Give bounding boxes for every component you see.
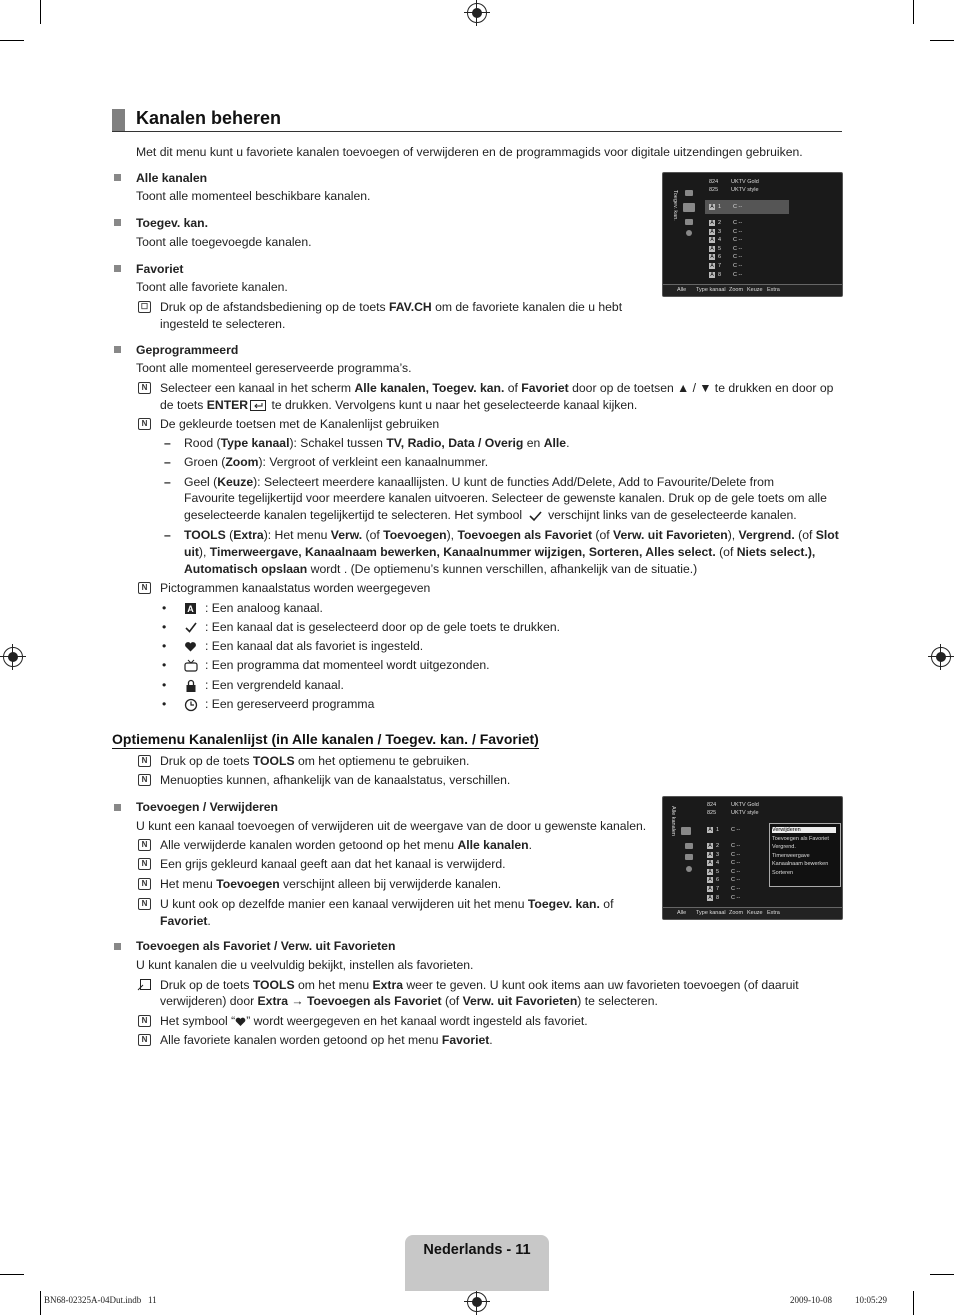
- clock-icon: [184, 698, 198, 712]
- registration-mark-icon: [467, 3, 487, 23]
- channel-name: C --: [731, 851, 741, 858]
- channel-row: UKTV style: [731, 810, 759, 816]
- note-icon: N: [138, 1034, 151, 1046]
- channel-name: C --: [733, 228, 743, 235]
- note-icon: N: [138, 898, 151, 910]
- selected-channel: A 1: [710, 204, 722, 210]
- popup-menu-item[interactable]: Kanaalnaam bewerken: [772, 861, 829, 868]
- note-icon: N: [138, 755, 151, 767]
- clock-icon: [686, 230, 692, 236]
- title-bar-marker: [112, 109, 125, 131]
- tv-screen-toegev: [662, 172, 843, 297]
- note-text: Het symbool “ ” wordt weergegeven en het kanaal wordt ingesteld als favoriet.: [160, 1014, 588, 1028]
- note-text: Menuopties kunnen, afhankelijk van de kanaalstatus, verschillen.: [160, 773, 511, 787]
- selected-channel: C --: [733, 204, 743, 210]
- section-description: Toont alle toegevoegde kanalen.: [136, 235, 312, 249]
- channel-name: C --: [731, 868, 741, 875]
- tools-note-icon: [137, 979, 151, 991]
- bullet-square: [114, 943, 121, 950]
- channel-name: C --: [731, 860, 741, 867]
- channel-row: A 8: [710, 271, 722, 278]
- print-date-label: 2009-10-08 ￿￿ 10:05:29: [790, 1295, 887, 1305]
- check-icon: [525, 510, 545, 522]
- note-text: De gekleurde toetsen met de Kanalenlijst gebruiken: [160, 417, 440, 431]
- dash-item-tools: uit), Timerweergave, Kanaalnaam bewerken, Kanaalnummer wijzigen, Sorteren, Alles select. (of Niets select.),: [184, 545, 816, 559]
- heart-icon: [235, 1017, 246, 1027]
- pictogram-description: : Een analoog kanaal.: [205, 601, 323, 615]
- bullet: •: [162, 658, 167, 672]
- screen-footer: Alle Type kanaal Zoom Keuze Extra: [663, 907, 842, 919]
- section-description: Toont alle momenteel gereserveerde programma’s.: [136, 361, 412, 375]
- bullet: •: [162, 639, 167, 653]
- analog-channel-icon: [184, 602, 198, 616]
- bullet: •: [162, 678, 167, 692]
- mode-icon: [683, 203, 695, 212]
- bullet-square: [114, 346, 121, 353]
- satellite-icon: [685, 843, 693, 849]
- channel-row: A 2: [710, 220, 722, 226]
- screen-side-label: Alle kanalen: [670, 806, 676, 836]
- channel-row: UKTV Gold: [731, 179, 759, 185]
- channel-row: A 3: [708, 851, 720, 858]
- channel-row: 825: [707, 810, 717, 816]
- note-icon: N: [138, 858, 151, 870]
- popup-menu-item[interactable]: Toevoegen als Favoriet: [772, 835, 829, 842]
- dash-item-geel: geselecteerde kanalen tegelijkertijd te selecteren. Het symbool verschijnt links van de geselecteerde kanalen.: [184, 508, 797, 522]
- section-description: U kunt een kanaal toevoegen of verwijderen uit de weergave van de door u gewenste kanalen.: [136, 819, 647, 833]
- bullet-square: [114, 804, 121, 811]
- dash: –: [164, 455, 171, 469]
- tv-screen-alle: [662, 796, 843, 920]
- section-description: Toont alle momenteel beschikbare kanalen.: [136, 189, 371, 203]
- note-icon: N: [138, 839, 151, 851]
- tv-broadcast-icon: [184, 659, 198, 673]
- note-icon: N: [138, 582, 151, 594]
- popup-menu-item[interactable]: Verwijderen: [772, 827, 836, 833]
- dash: –: [164, 475, 171, 489]
- pictogram-description: : Een kanaal dat als favoriet is ingesteld.: [205, 639, 424, 653]
- satellite-icon: [685, 190, 693, 196]
- note-text: Alle favoriete kanalen worden getoond op het menu Favoriet.: [160, 1033, 493, 1047]
- dash-item-groen: Groen (Zoom): Vergroot of verkleint een kanaalnummer.: [184, 455, 489, 469]
- section-description: U kunt kanalen die u veelvuldig bekijkt, instellen als favorieten.: [136, 958, 474, 972]
- tools-popup-menu: [769, 823, 841, 887]
- note-text: Het menu Toevoegen verschijnt alleen bij verwijderde kanalen.: [160, 877, 502, 891]
- note-text: Een grijs gekleurd kanaal geeft aan dat het kanaal is verwijderd.: [160, 857, 506, 871]
- bullet: •: [162, 601, 167, 615]
- favorite-icon: [685, 219, 693, 225]
- lock-icon: [184, 679, 198, 693]
- svg-text:A: A: [187, 604, 194, 614]
- channel-name: C --: [733, 237, 743, 244]
- channel-name: C --: [733, 263, 743, 269]
- section-description: Toont alle favoriete kanalen.: [136, 280, 288, 294]
- note-text: Alle verwijderde kanalen worden getoond op het menu Alle kanalen.: [160, 838, 532, 852]
- registration-mark-icon: [467, 1292, 487, 1312]
- dash: –: [164, 436, 171, 450]
- note-text: ingesteld te selecteren.: [160, 317, 286, 331]
- channel-name: C --: [733, 220, 743, 226]
- section-heading: Favoriet: [136, 262, 184, 276]
- note-text: Favoriet.: [160, 914, 211, 928]
- note-icon: N: [138, 1015, 151, 1027]
- note-text: verwijderen) door Extra → Toevoegen als Favoriet (of Verw. uit Favorieten) te selecteren.: [160, 994, 658, 1008]
- registration-mark-icon: [931, 647, 951, 667]
- title-rule: [112, 131, 842, 132]
- channel-name: C --: [731, 877, 741, 884]
- pictogram-description: : Een kanaal dat is geselecteerd door op de gele toets te drukken.: [205, 620, 561, 634]
- note-text: U kunt ook op dezelfde manier een kanaal verwijderen uit het menu Toegev. kan. of: [160, 897, 614, 911]
- popup-menu-item[interactable]: Vergrend.: [772, 844, 796, 851]
- section-heading: Toevoegen als Favoriet / Verw. uit Favorieten: [136, 939, 396, 953]
- channel-name: C --: [733, 245, 743, 252]
- channel-row: A 4: [708, 860, 720, 867]
- channel-row: UKTV style: [731, 187, 759, 193]
- note-icon: N: [138, 418, 151, 430]
- channel-row: A 8: [708, 894, 720, 901]
- pictogram-description: : Een programma dat momenteel wordt uitgezonden.: [205, 658, 490, 672]
- channel-row: A 4: [710, 237, 722, 244]
- channel-name: C --: [731, 894, 741, 901]
- note-icon: N: [138, 382, 151, 394]
- note-text: de toets ENTER te drukken. Vervolgens kunt u naar het geselecteerde kanaal kijken.: [160, 398, 638, 412]
- channel-row: A 7: [708, 886, 720, 892]
- channel-name: C --: [733, 271, 743, 278]
- channel-row: A 3: [710, 228, 722, 235]
- channel-row: 825: [709, 187, 719, 193]
- pictogram-description: : Een gereserveerd programma: [205, 697, 375, 711]
- popup-menu-item[interactable]: Timerweergave: [772, 852, 810, 859]
- channel-name: C --: [731, 843, 741, 849]
- dash-item-tools: TOOLS (Extra): Het menu Verw. (of Toevoegen), Toevoegen als Favoriet (of Verw. uit Favorieten), Vergrend. (of Slot: [184, 528, 839, 542]
- screen-side-label: Toegev. kan.: [672, 190, 678, 221]
- note-icon: N: [138, 774, 151, 786]
- page-title: Kanalen beheren: [136, 108, 282, 128]
- print-file-label: BN68-02325A-04Dut.indb 11: [44, 1295, 157, 1305]
- channel-row: A 6: [710, 254, 722, 261]
- dash-item-geel: Geel (Keuze): Selecteert meerdere kanaallijsten. U kunt de functies Add/Delete, Add to Favourite/Delete from: [184, 475, 775, 489]
- note-text: Druk op de afstandsbediening op de toets FAV.CH om de favoriete kanalen die u hebt: [160, 300, 623, 314]
- subsection-title: Optiemenu Kanalenlijst (in Alle kanalen / Toegev. kan. / Favoriet): [112, 731, 539, 747]
- channel-row: A 7: [710, 263, 722, 269]
- dash: –: [164, 528, 171, 542]
- popup-menu-item[interactable]: Sorteren: [772, 870, 794, 876]
- note-icon: N: [138, 878, 151, 890]
- note-text: Druk op de toets TOOLS om het optiemenu te gebruiken.: [160, 754, 470, 768]
- check-icon: [184, 621, 198, 635]
- bullet: •: [162, 620, 167, 634]
- note-text: Selecteer een kanaal in het scherm Alle kanalen, Toegev. kan. of Favoriet door op de toetsen ▲ / ▼ te drukken en door op: [160, 381, 834, 395]
- dash-item-tools: Automatisch opslaan wordt . (De optiemenu’s kunnen verschillen, afhankelijk van de situatie.): [184, 562, 698, 576]
- dash-item-rood: Rood (Type kanaal): Schakel tussen TV, Radio, Data / Overig en Alle.: [184, 436, 570, 450]
- intro-text: Met dit menu kunt u favoriete kanalen toevoegen of verwijderen en de programmagids voor digitale uitzendingen gebruiken.: [136, 145, 803, 159]
- clock-icon: [686, 866, 692, 872]
- bullet-square: [114, 265, 121, 272]
- section-heading: Toegev. kan.: [136, 216, 209, 230]
- selected-channel: C --: [731, 827, 741, 833]
- selected-channel: A 1: [708, 827, 720, 833]
- channel-row: 824: [709, 179, 719, 185]
- enter-icon: [250, 400, 266, 411]
- note-text: Pictogrammen kanaalstatus worden weergegeven: [160, 581, 431, 595]
- dash-item-geel: Favourite tegelijkertijd voor meerdere kanalen uitvoeren. Selecteer de gewenste kanalen. Druk op de gele toets om alle: [184, 491, 827, 505]
- bullet-square: [114, 219, 121, 226]
- page-number-label: Nederlands - 11: [423, 1242, 531, 1258]
- channel-row: A 5: [708, 868, 720, 875]
- screen-footer: Alle Type kanaal Zoom Keuze Extra: [663, 284, 842, 296]
- pictogram-description: : Een vergrendeld kanaal.: [205, 678, 344, 692]
- section-heading: Geprogrammeerd: [136, 343, 239, 357]
- channel-name: C --: [733, 254, 743, 261]
- channel-name: C --: [731, 886, 741, 892]
- bullet: •: [162, 697, 167, 711]
- mode-icon: [681, 827, 691, 835]
- favorite-icon: [685, 854, 693, 860]
- section-heading: Toevoegen / Verwijderen: [136, 800, 279, 814]
- bullet-square: [114, 174, 121, 181]
- registration-mark-icon: [3, 647, 23, 667]
- note-text: Druk op de toets TOOLS om het menu Extra weer te geven. U kunt ook items aan uw favorieten toevoegen (of daaruit: [160, 978, 799, 992]
- remote-note-icon: ☐: [138, 301, 151, 313]
- section-heading: Alle kanalen: [136, 171, 208, 185]
- heart-icon: [184, 640, 198, 654]
- channel-row: 824: [707, 802, 717, 808]
- channel-row: A 2: [708, 843, 720, 849]
- channel-row: A 5: [710, 245, 722, 252]
- channel-row: UKTV Gold: [731, 802, 759, 808]
- channel-row: A 6: [708, 877, 720, 884]
